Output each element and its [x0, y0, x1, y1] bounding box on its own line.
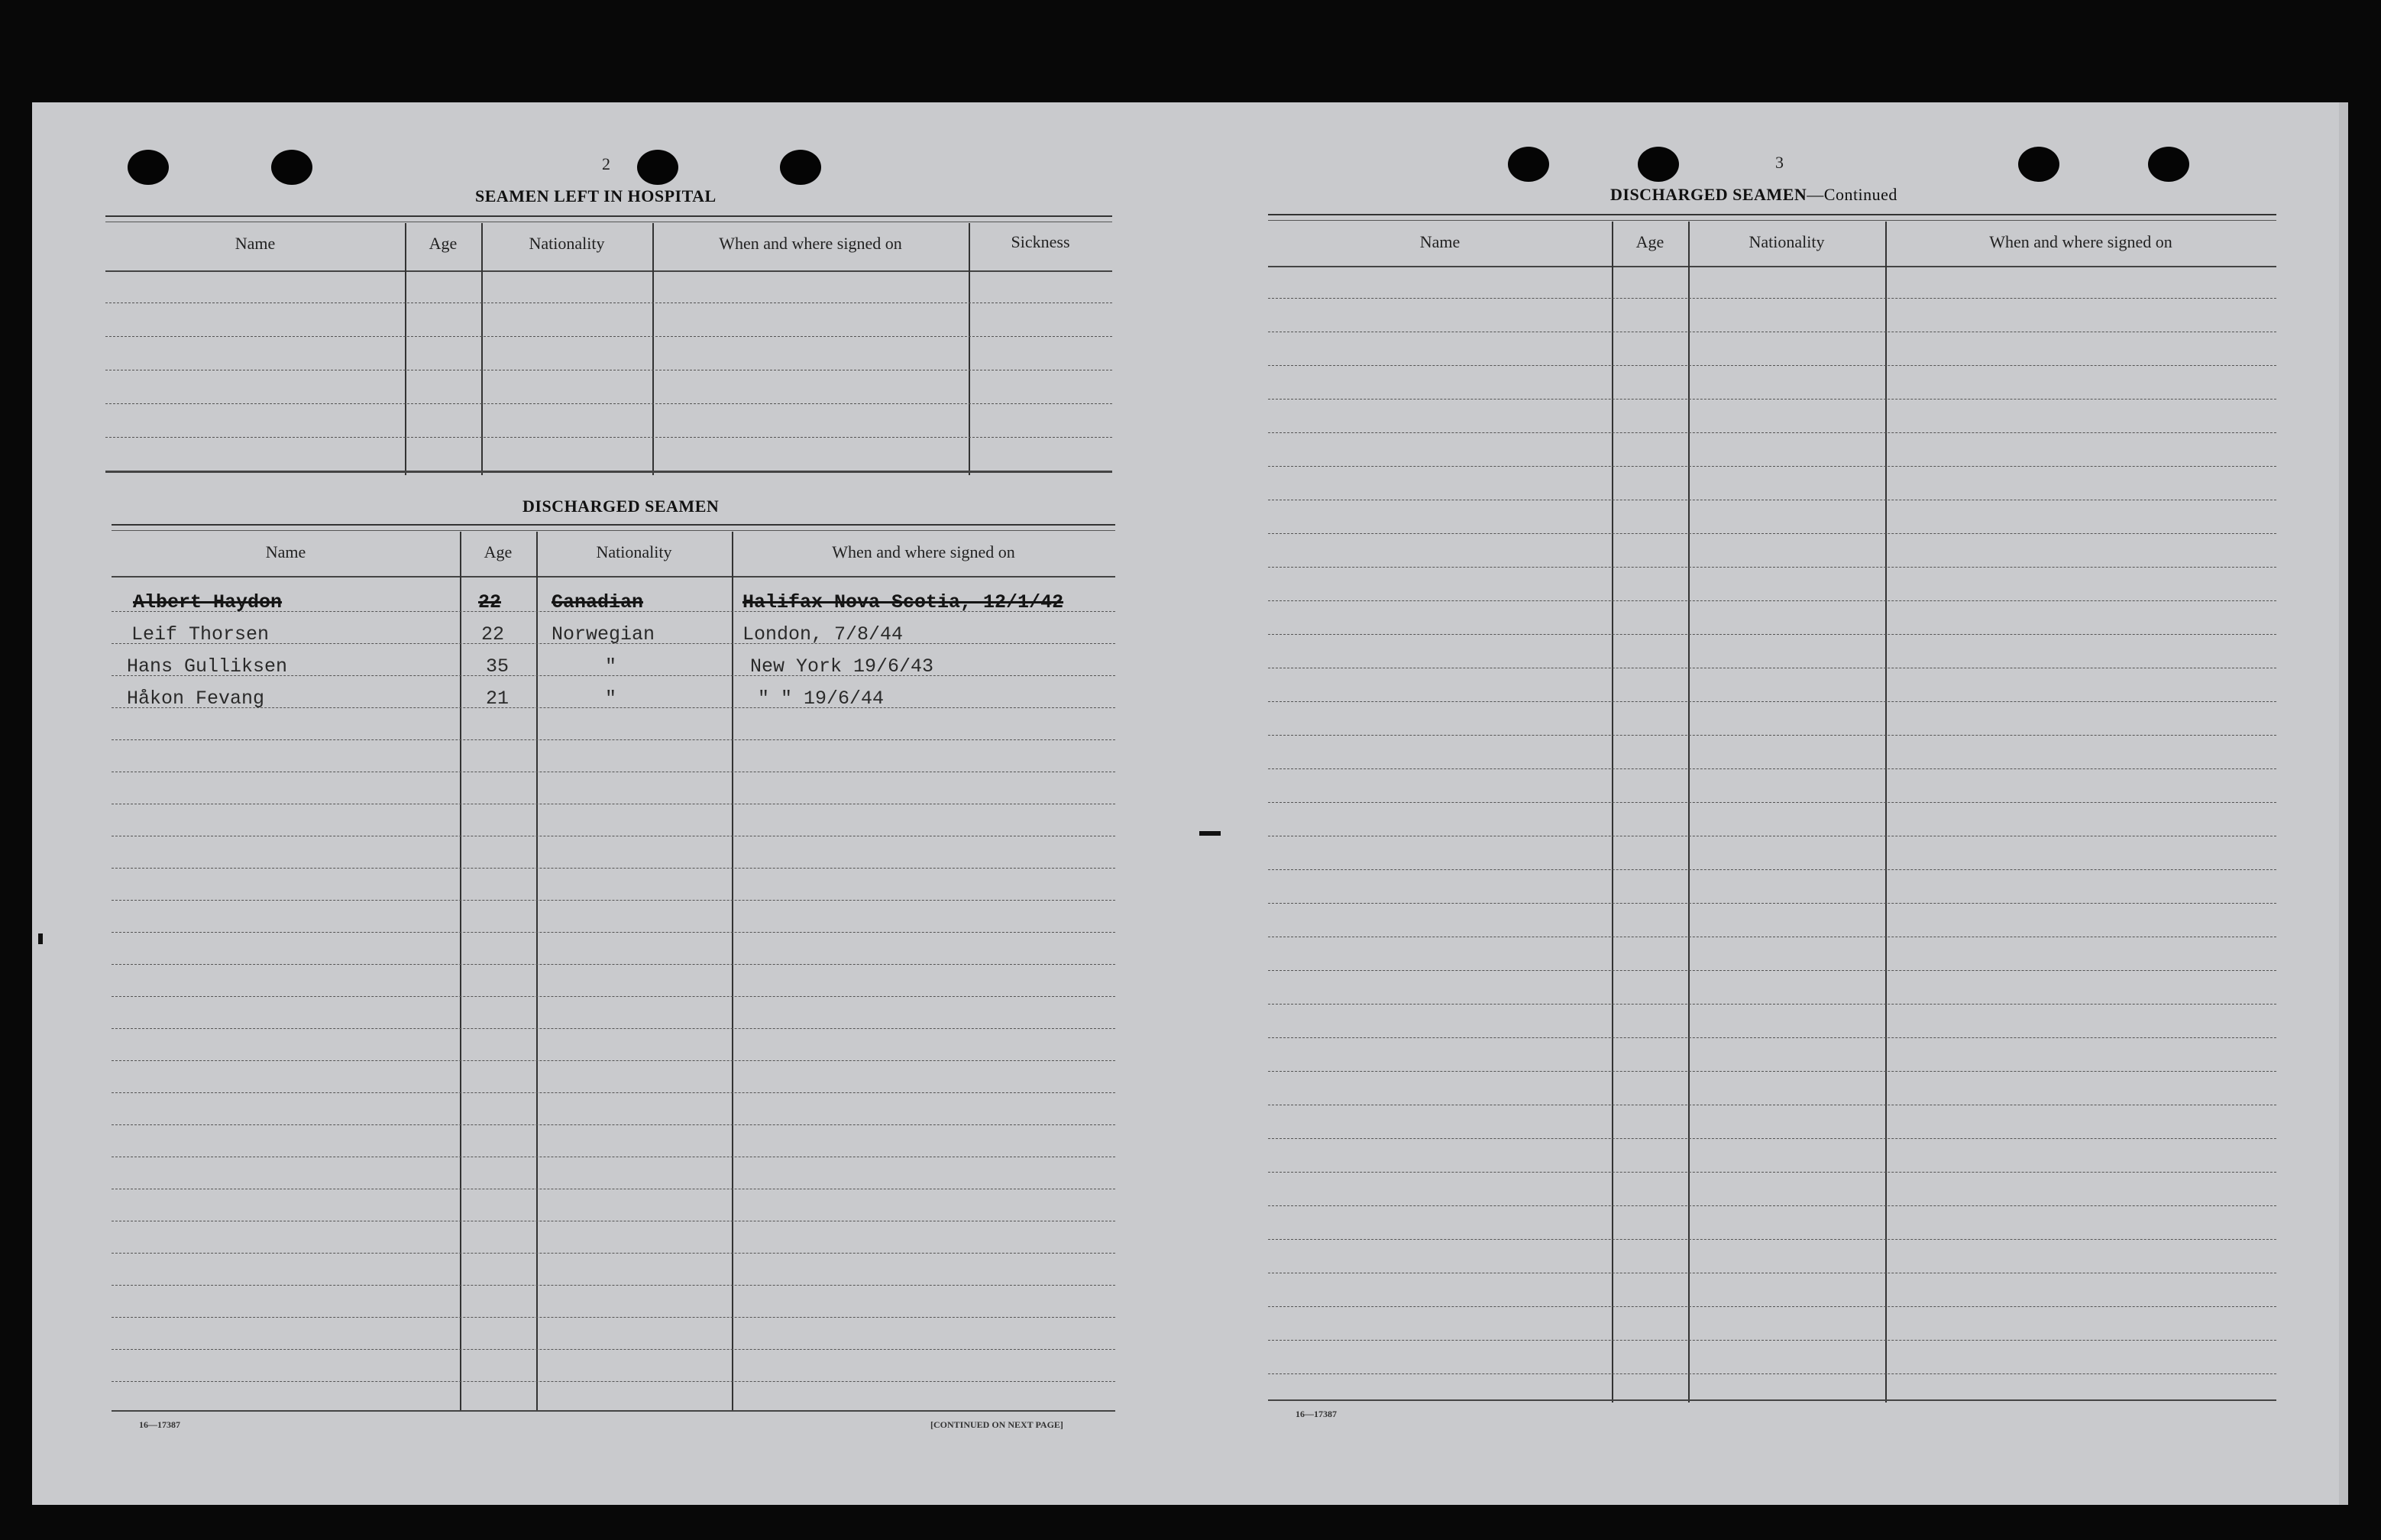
seaman-name: Håkon Fevang [127, 688, 265, 710]
page-number: 3 [1775, 153, 1784, 172]
seaman-signed-on: New York 19/6/43 [750, 655, 934, 678]
column-header-age: Age [429, 234, 458, 253]
seaman-age: 21 [486, 688, 510, 710]
seaman-signed-on: Halifax Nova Scotia, 12/1/42 [742, 591, 1064, 613]
title-main: DISCHARGED SEAMEN [1610, 185, 1807, 204]
column-header-nationality: Nationality [1749, 232, 1825, 251]
seaman-name: Leif Thorsen [131, 623, 270, 645]
discharged-section-title: DISCHARGED SEAMEN [522, 497, 720, 516]
form-code: 16—17387 [139, 1419, 180, 1430]
column-header-age: Age [1635, 232, 1664, 251]
seaman-nationality: Canadian [552, 591, 644, 613]
hospital-section-title: SEAMEN LEFT IN HOSPITAL [475, 186, 717, 205]
column-header-nationality: Nationality [529, 234, 605, 253]
continued-note: [CONTINUED ON NEXT PAGE] [930, 1419, 1063, 1430]
scan-speck [1199, 831, 1221, 836]
punch-hole-icon [1638, 147, 1679, 182]
punch-hole-icon [2018, 147, 2059, 182]
seaman-nationality: Norwegian [552, 623, 655, 645]
seaman-signed-on: " " 19/6/44 [758, 688, 885, 710]
scan-speck [38, 933, 43, 944]
column-header-name: Name [1419, 232, 1461, 251]
column-header-name: Name [235, 234, 276, 253]
column-header-age: Age [484, 542, 513, 561]
sheet-edge [2339, 102, 2348, 1505]
column-header-name: Name [265, 542, 306, 561]
punch-hole-icon [780, 150, 821, 185]
discharged-continued-title [1610, 185, 1897, 205]
seaman-age: 22 [481, 623, 505, 645]
punch-hole-icon [2148, 147, 2189, 182]
punch-hole-icon [128, 150, 169, 185]
title-suffix: —Continued [1807, 185, 1897, 204]
punch-hole-icon [637, 150, 678, 185]
punch-hole-icon [271, 150, 312, 185]
column-header-sickness: Sickness [1011, 232, 1070, 251]
discharged-table [112, 524, 1115, 1412]
seaman-name: Albert Haydon [133, 591, 283, 613]
seaman-nationality: " [605, 688, 617, 710]
column-header-signed-on: When and where signed on [719, 234, 902, 253]
seaman-signed-on: London, 7/8/44 [742, 623, 904, 645]
column-header-signed-on: When and where signed on [832, 542, 1015, 561]
column-header-nationality: Nationality [596, 542, 672, 561]
column-header-signed-on: When and where signed on [1989, 232, 2172, 251]
page-number: 2 [602, 154, 610, 173]
seaman-nationality: " [605, 655, 617, 678]
seaman-age: 22 [478, 591, 502, 613]
seaman-age: 35 [486, 655, 510, 678]
form-code: 16—17387 [1296, 1409, 1337, 1419]
punch-hole-icon [1508, 147, 1549, 182]
hospital-table [105, 215, 1112, 475]
seaman-name: Hans Gulliksen [127, 655, 288, 678]
discharged-continued-table [1268, 214, 2276, 1402]
